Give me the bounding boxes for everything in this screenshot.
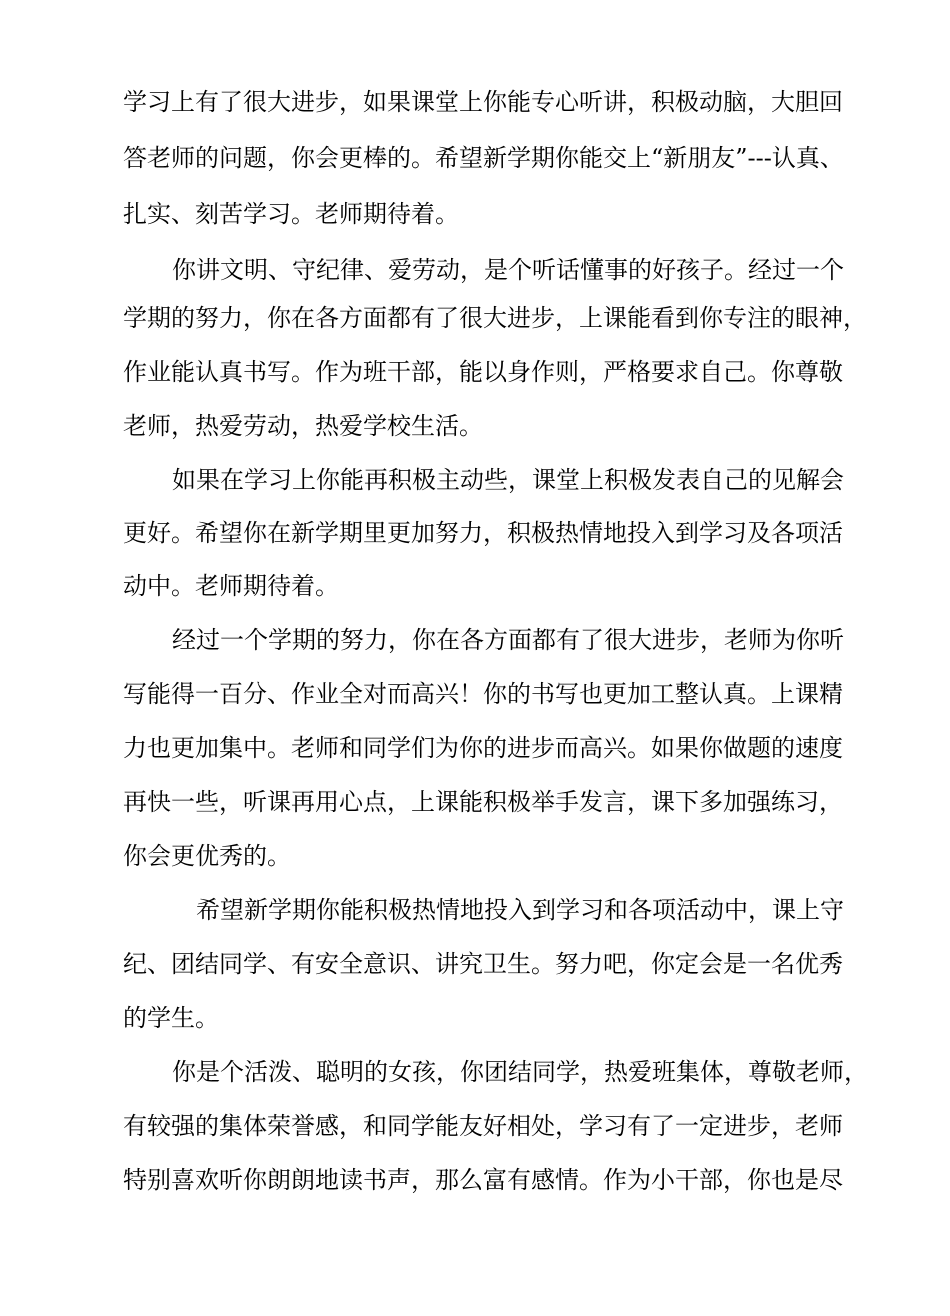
- text-line: 更好。希望你在新学期里更加努力，积极热情地投入到学习及各项活: [123, 519, 843, 547]
- text-line: 学期的努力，你在各方面都有了很大进步，上课能看到你专注的眼神，: [123, 304, 867, 332]
- paragraph-first-line: 经过一个学期的努力，你在各方面都有了很大进步，老师为你听: [172, 626, 844, 654]
- text-line: 动中。老师期待着。: [123, 572, 339, 600]
- text-line: 作业能认真书写。作为班干部，能以身作则，严格要求自己。你尊敬: [123, 358, 843, 386]
- text-line: 答老师的问题，你会更棒的。希望新学期你能交上“新朋友”---认真、: [123, 144, 844, 172]
- text-line: 再快一些，听课再用心点，上课能积极举手发言，课下多加强练习，: [123, 788, 843, 816]
- text-line: 你会更优秀的。: [123, 842, 291, 870]
- text-line: 写能得一百分、作业全对而高兴！你的书写也更加工整认真。上课精: [123, 680, 843, 708]
- text-line: 有较强的集体荣誉感，和同学能友好相处，学习有了一定进步，老师: [123, 1112, 843, 1140]
- text-line: 特别喜欢听你朗朗地读书声，那么富有感情。作为小干部，你也是尽: [123, 1166, 843, 1194]
- text-line: 力也更加集中。老师和同学们为你的进步而高兴。如果你做题的速度: [123, 734, 843, 762]
- text-line: 老师，热爱劳动，热爱学校生活。: [123, 412, 483, 440]
- paragraph-first-line: 你讲文明、守纪律、爱劳动，是个听话懂事的好孩子。经过一个: [172, 256, 844, 284]
- text-line: 学习上有了很大进步，如果课堂上你能专心听讲，积极动脑，大胆回: [123, 88, 843, 116]
- paragraph-first-line: 希望新学期你能积极热情地投入到学习和各项活动中，课上守: [196, 896, 844, 924]
- text-line: 纪、团结同学、有安全意识、讲究卫生。努力吧，你定会是一名优秀: [123, 950, 843, 978]
- text-line: 的学生。: [123, 1004, 219, 1032]
- paragraph-first-line: 你是个活泼、聪明的女孩，你团结同学，热爱班集体，尊敬老师，: [172, 1058, 868, 1086]
- paragraph-first-line: 如果在学习上你能再积极主动些，课堂上积极发表自己的见解会: [172, 466, 844, 494]
- text-line: 扎实、刻苦学习。老师期待着。: [123, 200, 459, 228]
